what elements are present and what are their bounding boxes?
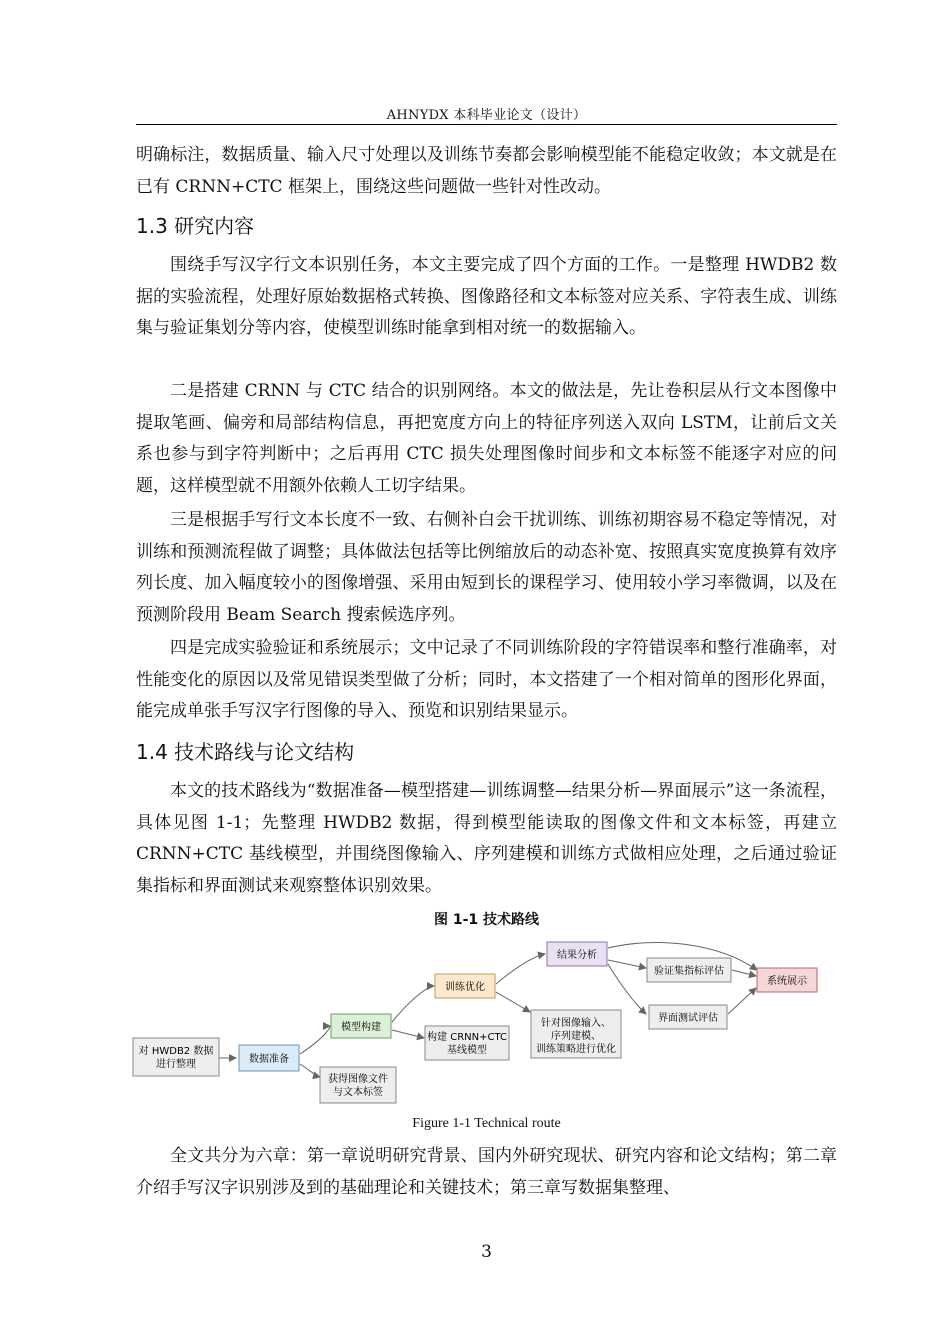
svg-text:序列建模、: 序列建模、 [551, 1031, 601, 1042]
edge-n8-n9 [608, 960, 646, 968]
edge-n4-n6 [392, 986, 434, 1022]
svg-text:基线模型: 基线模型 [447, 1045, 487, 1056]
edge-n8-n10 [608, 964, 646, 1014]
paragraph-structure: 全文共分为六章：第一章说明研究背景、国内外研究现状、研究内容和论文结构；第二章介绍手写汉字识别涉及到的基础理论和关键技术；第三章写数据集整理、 [136, 1146, 837, 1198]
paragraph-research-3: 三是根据手写行文本长度不一致、右侧补白会干扰训练、训练初期容易不稳定等情况，对训练和预测流程做了调整；具体做法包括等比例缩放后的动态补宽、按照真实宽度换算有效序列长度、加入幅度较小的图像增强、采用由短到长的课程学习、使用较小学习率微调，以及在预测阶段用 Beam Search 搜索候选序列。 [136, 510, 837, 625]
edge-n10-n11 [728, 988, 756, 1014]
svg-text:获得图像文件: 获得图像文件 [328, 1074, 388, 1085]
svg-text:与文本标签: 与文本标签 [333, 1087, 383, 1098]
node-crnn-ctc-baseline [425, 1026, 509, 1060]
svg-text:针对图像输入、: 针对图像输入、 [541, 1018, 611, 1029]
edge-n2-n4 [300, 1026, 330, 1054]
edge-n9-n11 [732, 970, 756, 976]
node-validation-metrics [647, 958, 731, 982]
technical-route-diagram [130, 934, 830, 1110]
node-data-preparation [239, 1045, 299, 1071]
node-model-building [331, 1014, 391, 1038]
svg-text:数据准备: 数据准备 [249, 1054, 289, 1065]
node-organize-hwdb2 [133, 1038, 219, 1076]
node-ui-test-evaluation [649, 1005, 727, 1029]
running-header: AHNYDX 本科毕业论文（设计） [386, 108, 587, 123]
paragraph-research-1: 围绕手写汉字行文本识别任务，本文主要完成了四个方面的工作。一是整理 HWDB2 数据的实验流程，处理好原始数据格式转换、图像路径和文本标签对应关系、字符表生成、训练集与验证集划分等内容，使模型训练时能拿到相对统一的数据输入。 [136, 255, 837, 338]
svg-text:构建 CRNN+CTC: 构建 CRNN+CTC [427, 1032, 507, 1043]
svg-text:训练策略进行优化: 训练策略进行优化 [536, 1044, 616, 1055]
section-heading-1-3: 1.3 研究内容 [136, 214, 255, 238]
svg-text:系统展示: 系统展示 [767, 976, 807, 987]
node-system-demo [757, 968, 817, 992]
paragraph-route: 本文的技术路线为“数据准备—模型搭建—训练调整—结果分析—界面展示”这一条流程，具体见图 1-1；先整理 HWDB2 数据，得到模型能读取的图像文件和文本标签，再建立 CRNN+CTC 基线模型，并围绕图像输入、序列建模和训练方式做相应处理，之后通过验证集指标和界面测试来观察整体识别效果。 [136, 781, 837, 896]
svg-text:界面测试评估: 界面测试评估 [658, 1013, 718, 1024]
header-rule [136, 124, 837, 125]
paragraph-research-4: 四是完成实验验证和系统展示；文中记录了不同训练阶段的字符错误率和整行准确率，对性能变化的原因以及常见错误类型做了分析；同时，本文搭建了一个相对简单的图形化界面，能完成单张手写汉字行图像的导入、预览和识别结果显示。 [136, 638, 837, 721]
node-training-optimization [435, 974, 495, 998]
node-optimize-strategies [531, 1010, 621, 1058]
figure-caption-english: Figure 1-1 Technical route [412, 1116, 561, 1131]
svg-text:验证集指标评估: 验证集指标评估 [654, 966, 724, 977]
section-heading-1-4: 1.4 技术路线与论文结构 [136, 740, 355, 764]
svg-text:模型构建: 模型构建 [341, 1022, 381, 1033]
edge-n4-n5 [392, 1030, 424, 1038]
figure-title: 图 1-1 技术路线 [433, 912, 540, 928]
page-number: 3 [481, 1242, 492, 1262]
edge-n6-n8 [496, 954, 545, 984]
node-result-analysis [547, 942, 607, 966]
paragraph-continued: 明确标注，数据质量、输入尺寸处理以及训练节奏都会影响模型能不能稳定收敛；本文就是在已有 CRNN+CTC 框架上，围绕这些问题做一些针对性改动。 [136, 145, 837, 197]
edge-n2-n3 [300, 1064, 320, 1077]
svg-text:结果分析: 结果分析 [557, 950, 597, 961]
node-obtain-images-labels [320, 1067, 396, 1103]
paragraph-research-2: 二是搭建 CRNN 与 CTC 结合的识别网络。本文的做法是，先让卷积层从行文本图像中提取笔画、偏旁和局部结构信息，再把宽度方向上的特征序列送入双向 LSTM，让前后文关系也参与到字符判断中；之后再用 CTC 损失处理图像时间步和文本标签不能逐字对应的问题，这样模型就不用额外依赖人工切字结果。 [136, 381, 837, 496]
edge-n6-n7 [496, 992, 530, 1012]
svg-text:对 HWDB2 数据: 对 HWDB2 数据 [138, 1046, 214, 1057]
svg-text:训练优化: 训练优化 [445, 982, 485, 993]
svg-text:进行整理: 进行整理 [156, 1059, 196, 1070]
